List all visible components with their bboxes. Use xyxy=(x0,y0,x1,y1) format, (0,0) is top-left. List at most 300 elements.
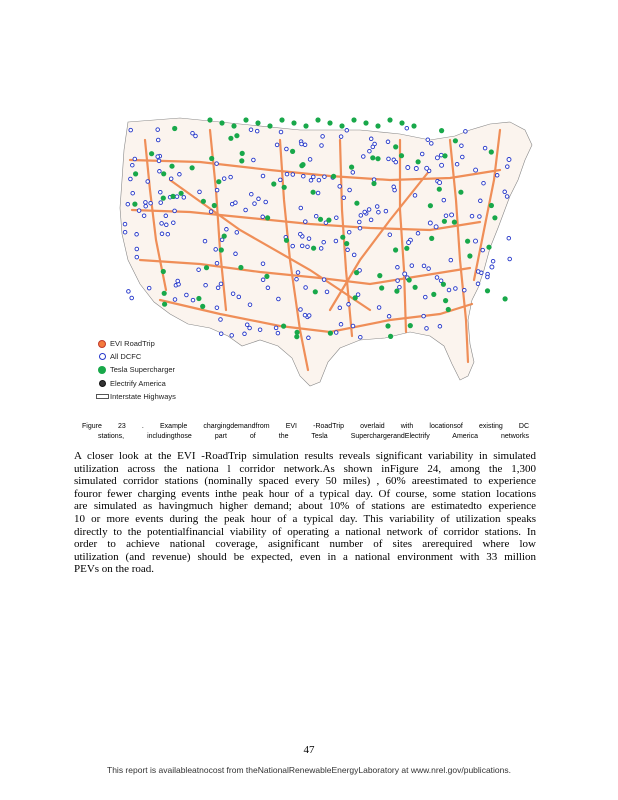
tesla-supercharger-marker xyxy=(492,215,497,220)
dcfc-station-marker xyxy=(258,328,262,332)
tesla-supercharger-marker xyxy=(387,117,392,122)
dcfc-station-marker xyxy=(346,248,350,252)
tesla-supercharger-marker xyxy=(371,181,376,186)
dcfc-station-marker xyxy=(486,275,490,279)
dcfc-station-marker xyxy=(435,276,439,280)
tesla-supercharger-marker xyxy=(234,133,239,138)
tesla-supercharger-marker xyxy=(291,120,296,125)
dcfc-station-marker xyxy=(505,195,509,199)
electrify-america-swatch xyxy=(99,380,106,387)
dcfc-station-marker xyxy=(478,215,482,219)
dcfc-station-marker xyxy=(253,202,257,206)
dcfc-station-marker xyxy=(248,326,252,330)
tesla-supercharger-marker xyxy=(161,171,166,176)
map-legend xyxy=(94,337,176,403)
tesla-supercharger-marker xyxy=(340,235,345,240)
dcfc-station-marker xyxy=(266,286,270,290)
dcfc-station-marker xyxy=(416,232,420,236)
dcfc-station-marker xyxy=(309,179,313,183)
dcfc-station-marker xyxy=(160,222,164,226)
dcfc-station-marker xyxy=(495,174,499,178)
dcfc-station-marker xyxy=(137,209,141,213)
tesla-supercharger-marker xyxy=(413,285,418,290)
dcfc-station-marker xyxy=(255,129,259,133)
tesla-supercharger-marker xyxy=(453,138,458,143)
dcfc-station-marker xyxy=(194,134,198,138)
dcfc-station-marker xyxy=(130,296,134,300)
body-line: A closer look at the EVI -RoadTrip simulation results reveals significant variability in simulated xyxy=(74,450,536,462)
dcfc-station-marker xyxy=(169,177,173,181)
dcfc-station-marker xyxy=(507,158,511,162)
dcfc-station-marker xyxy=(135,255,139,259)
dcfc-station-marker xyxy=(490,265,494,269)
dcfc-station-marker xyxy=(316,191,320,195)
dcfc-station-marker xyxy=(424,295,428,299)
body-line: are simulated as havingmuch higher demand; about 10% of stations are estimatedto experience xyxy=(74,500,536,513)
tesla-supercharger-marker xyxy=(162,291,167,296)
dcfc-station-marker xyxy=(368,149,372,153)
tesla-supercharger-marker xyxy=(201,199,206,204)
dcfc-station-marker xyxy=(303,143,307,147)
tesla-supercharger-marker xyxy=(370,155,375,160)
tesla-supercharger-marker xyxy=(219,247,224,252)
legend-item xyxy=(94,363,176,376)
tesla-supercharger-marker xyxy=(411,123,416,128)
dcfc-station-marker xyxy=(358,226,362,230)
dcfc-station-marker xyxy=(356,293,360,297)
tesla-supercharger-marker xyxy=(439,128,444,133)
dcfc-station-marker xyxy=(474,239,478,243)
dcfc-station-marker xyxy=(307,336,311,340)
dcfc-station-marker xyxy=(299,232,303,236)
tesla-supercharger-marker xyxy=(379,285,384,290)
dcfc-station-marker xyxy=(215,188,219,192)
dcfc-station-marker xyxy=(219,332,223,336)
tesla-supercharger-marker xyxy=(216,179,221,184)
dcfc-station-marker xyxy=(348,188,352,192)
dcfc-station-marker xyxy=(300,142,304,146)
dcfc-station-marker xyxy=(173,298,177,302)
tesla-supercharger-marker xyxy=(344,241,349,246)
dcfc-station-marker xyxy=(237,295,241,299)
dcfc-station-marker xyxy=(307,237,311,241)
caption-line: Figure 23 . Example chargingdemandfrom EVI -RoadTrip overlaid with locationsof existing DC xyxy=(82,423,529,430)
tesla-supercharger-marker xyxy=(267,123,272,128)
tesla-supercharger-marker xyxy=(408,323,413,328)
body-line: utilization (and revenue) should be expected, even in a national environment with 33 million xyxy=(74,550,536,563)
tesla-supercharger-marker xyxy=(204,265,209,270)
dcfc-station-marker xyxy=(384,209,388,213)
dcfc-station-marker xyxy=(506,165,510,169)
dcfc-station-marker xyxy=(229,175,233,179)
tesla-supercharger-marker xyxy=(299,163,304,168)
dcfc-station-marker xyxy=(216,286,220,290)
dcfc-station-marker xyxy=(430,142,434,146)
dcfc-station-marker xyxy=(158,170,162,174)
dcfc-station-marker xyxy=(317,178,321,182)
dcfc-station-marker xyxy=(146,180,150,184)
dcfc-station-marker xyxy=(375,205,379,209)
dcfc-station-marker xyxy=(133,157,137,161)
dcfc-station-marker xyxy=(387,315,391,319)
dcfc-station-marker xyxy=(204,283,208,287)
tesla-supercharger-marker xyxy=(212,203,217,208)
dcfc-station-marker xyxy=(261,262,265,266)
tesla-supercharger-marker xyxy=(219,120,224,125)
dcfc-station-marker xyxy=(165,223,169,227)
dcfc-station-marker xyxy=(306,245,310,249)
dcfc-station-marker xyxy=(198,190,202,194)
dcfc-station-marker xyxy=(144,204,148,208)
dcfc-station-marker xyxy=(235,231,239,235)
tesla-supercharger-marker xyxy=(489,203,494,208)
dcfc-station-marker xyxy=(422,264,426,268)
dcfc-station-marker xyxy=(142,214,146,218)
dcfc-station-marker xyxy=(372,178,376,182)
dcfc-station-marker xyxy=(422,314,426,318)
tesla-supercharger-marker xyxy=(228,136,233,141)
dcfc-station-marker xyxy=(129,177,133,181)
dcfc-station-marker xyxy=(160,232,164,236)
tesla-supercharger-marker xyxy=(452,220,457,225)
body-line: order to achieve national coverage, asignificant number of sites arerequired where low xyxy=(74,538,536,551)
dcfc-station-marker xyxy=(406,166,410,170)
tesla-supercharger-marker xyxy=(446,307,451,312)
dcfc-station-marker xyxy=(442,198,446,202)
dcfc-station-marker xyxy=(222,177,226,181)
dcfc-station-marker xyxy=(363,210,367,214)
dcfc-station-marker xyxy=(172,221,176,225)
dcfc-station-marker xyxy=(215,306,219,310)
tesla-supercharger-marker xyxy=(294,334,299,339)
tesla-supercharger-marker xyxy=(416,159,421,164)
tesla-supercharger-marker xyxy=(190,165,195,170)
dcfc-station-marker xyxy=(405,126,409,130)
tesla-supercharger-marker xyxy=(388,334,393,339)
page-footer: This report is availableatnocost from theNationalRenewableEnergyLaboratory at www.nrel.gov/publications. xyxy=(107,765,511,775)
tesla-supercharger-marker xyxy=(431,292,436,297)
dcfc-station-marker xyxy=(197,268,201,272)
dcfc-station-marker xyxy=(503,190,507,194)
tesla-supercharger-marker xyxy=(442,153,447,158)
dcfc-station-marker xyxy=(319,247,323,251)
dcfc-station-marker xyxy=(135,247,139,251)
dcfc-station-marker xyxy=(482,181,486,185)
tesla-supercharger-marker xyxy=(394,289,399,294)
dcfc-station-marker xyxy=(291,244,295,248)
dcfc-station-marker xyxy=(127,290,131,294)
dcfc-station-marker xyxy=(342,196,346,200)
dcfc-station-marker xyxy=(312,175,316,179)
dcfc-station-marker xyxy=(369,137,373,141)
dcfc-station-marker xyxy=(277,297,281,301)
tesla-supercharger-marker xyxy=(170,194,175,199)
dcfc-station-marker xyxy=(407,241,411,245)
dcfc-station-marker xyxy=(322,278,326,282)
dcfc-station-marker xyxy=(261,174,265,178)
dcfc-station-marker xyxy=(230,334,234,338)
dcfc-station-marker xyxy=(476,282,480,286)
tesla-supercharger-marker xyxy=(442,219,447,224)
dcfc-station-marker xyxy=(244,208,248,212)
tesla-supercharger-marker xyxy=(363,120,368,125)
body-line: simulated corridor stations (nominally spaced every 50 miles) , 60% areestimated to experience xyxy=(74,475,536,488)
tesla-supercharger-marker xyxy=(209,156,214,161)
tesla-supercharger-marker xyxy=(486,245,491,250)
tesla-supercharger-marker xyxy=(404,246,409,251)
dcfc-station-marker xyxy=(285,147,289,151)
dcfc-station-marker xyxy=(225,228,229,232)
tesla-supercharger-marker xyxy=(375,123,380,128)
dcfc-station-marker xyxy=(474,168,478,172)
dcfc-station-marker xyxy=(123,222,127,226)
dcfc-station-marker xyxy=(276,331,280,335)
tesla-supercharger-marker xyxy=(240,151,245,156)
dcfc-station-marker xyxy=(249,128,253,132)
roadtrip-swatch xyxy=(98,340,106,348)
us-outline xyxy=(120,118,532,386)
dcfc-station-marker xyxy=(159,190,163,194)
dcfc-station-marker xyxy=(444,214,448,218)
dcfc-station-marker xyxy=(507,236,511,240)
dcfc-station-marker xyxy=(231,292,235,296)
dcfc-station-marker xyxy=(159,201,163,205)
tesla-supercharger-marker xyxy=(313,289,318,294)
dcfc-station-marker xyxy=(476,270,480,274)
tesla-supercharger-marker xyxy=(279,117,284,122)
body-line: utilization across the nationa l corridor network.As shown inFigure 24, among the 1,300 xyxy=(74,462,536,475)
dcfc-station-marker xyxy=(131,191,135,195)
tesla-supercharger-marker xyxy=(393,247,398,252)
dcfc-station-marker xyxy=(299,206,303,210)
tesla-supercharger-marker xyxy=(264,274,269,279)
tesla-supercharger-marker xyxy=(200,304,205,309)
tesla-supercharger-marker xyxy=(239,158,244,163)
dcfc-station-marker xyxy=(438,325,442,329)
dcfc-station-marker xyxy=(129,128,133,132)
dcfc-station-marker xyxy=(338,185,342,189)
tesla-supercharger-marker xyxy=(265,215,270,220)
tesla-supercharger-marker xyxy=(290,149,295,154)
dcfc-station-marker xyxy=(234,201,238,205)
dcfc-station-marker xyxy=(371,145,375,149)
tesla-supercharger-marker xyxy=(331,174,336,179)
legend-item xyxy=(94,390,176,403)
dcfc-station-marker xyxy=(296,271,300,275)
dcfc-station-marker xyxy=(135,233,139,237)
dcfc-station-marker xyxy=(299,308,303,312)
dcfc-station-marker xyxy=(191,131,195,135)
body-line: fouror fewer charging events inthe peak hour of a typical day. Of course, some station locations xyxy=(74,487,536,500)
dcfc-station-marker xyxy=(291,173,295,177)
dcfc-station-marker xyxy=(388,233,392,237)
dcfc-station-marker xyxy=(369,218,373,222)
tesla-supercharger-marker xyxy=(255,120,260,125)
tesla-supercharger-marker xyxy=(327,120,332,125)
tesla-supercharger-marker xyxy=(489,149,494,154)
dcfc-station-marker xyxy=(347,230,351,234)
tesla-supercharger-marker xyxy=(339,123,344,128)
tesla-supercharger-marker xyxy=(303,123,308,128)
dcfc-station-marker xyxy=(156,155,160,159)
dcfc-station-marker xyxy=(304,286,308,290)
dcfc-station-marker xyxy=(274,326,278,330)
dcfc-station-marker xyxy=(427,267,431,271)
dcfc-station-marker xyxy=(386,140,390,144)
legend-label: Electrify America xyxy=(110,378,166,388)
dcfc-station-marker xyxy=(214,248,218,252)
tesla-supercharger-marker xyxy=(485,288,490,293)
dcfc-station-marker xyxy=(307,314,311,318)
legend-label: Interstate Highways xyxy=(110,391,176,401)
tesla-supercharger-marker xyxy=(207,117,212,122)
dcfc-station-marker xyxy=(481,248,485,252)
dcfc-station-marker xyxy=(185,293,189,297)
legend-label: Tesla Supercharger xyxy=(110,365,176,375)
dcfc-station-marker xyxy=(362,155,366,159)
dcfc-station-marker xyxy=(250,192,254,196)
caption-line: stations, includingthose part of the Tesla SuperchargerandElectrify America networks xyxy=(98,433,529,440)
tesla-supercharger-marker xyxy=(349,165,354,170)
dcfc-station-marker xyxy=(479,199,483,203)
tesla-supercharger-marker xyxy=(429,236,434,241)
dcfc-station-marker xyxy=(166,232,170,236)
dcfc-station-marker xyxy=(449,258,453,262)
dcfc-station-marker xyxy=(447,288,451,292)
tesla-supercharger-marker xyxy=(169,164,174,169)
tesla-supercharger-marker xyxy=(428,203,433,208)
dcfc-station-marker xyxy=(320,144,324,148)
dcfc-station-marker xyxy=(359,335,363,339)
dcfc-station-marker xyxy=(339,135,343,139)
dcfc-station-marker xyxy=(434,225,438,229)
dcfc-station-marker xyxy=(396,266,400,270)
tesla-supercharger-marker xyxy=(441,282,446,287)
dcfc-station-marker xyxy=(261,278,265,282)
dcfc-station-marker xyxy=(352,253,356,257)
dcfc-station-marker xyxy=(156,128,160,132)
dcfc-station-marker xyxy=(425,166,429,170)
dcfc-station-marker xyxy=(393,188,397,192)
dcfc-station-marker xyxy=(243,332,247,336)
dcfc-station-marker xyxy=(426,138,430,142)
dcfc-station-marker xyxy=(234,252,238,256)
dcfc-station-marker xyxy=(450,213,454,217)
dcfc-station-marker xyxy=(275,143,279,147)
dcfc-station-marker xyxy=(123,230,127,234)
tesla-supercharger-marker xyxy=(311,190,316,195)
dcfc-station-marker xyxy=(358,220,362,224)
dcfc-station-marker xyxy=(470,214,474,218)
dcfc-station-marker xyxy=(285,172,289,176)
dcfc-station-marker xyxy=(351,324,355,328)
tesla-supercharger-marker xyxy=(458,190,463,195)
dcfc-station-marker xyxy=(367,208,371,212)
dcfc-station-marker xyxy=(323,175,327,179)
tesla-supercharger-marker xyxy=(149,151,154,156)
dcfc-station-marker xyxy=(410,264,414,268)
dcfc-station-marker xyxy=(156,138,160,142)
dcfc-station-marker xyxy=(175,195,179,199)
body-line: PEVs on the road. xyxy=(74,563,155,576)
tesla-supercharger-marker xyxy=(399,120,404,125)
body-line: directly to the potentialfinancial viability of operating a national network of corridor stations. In xyxy=(74,525,536,538)
dcfc-station-marker xyxy=(295,277,299,281)
dcfc-station-marker xyxy=(264,200,268,204)
dcfc-station-marker xyxy=(463,288,467,292)
dcfc-station-marker xyxy=(173,209,177,213)
dcfc-station-marker xyxy=(414,167,418,171)
dcfc-station-marker xyxy=(164,214,168,218)
tesla-supercharger-marker xyxy=(326,218,331,223)
dcfc-station-marker xyxy=(461,155,465,159)
dcfc-swatch xyxy=(99,353,106,360)
tesla-supercharger-marker xyxy=(271,181,276,186)
dcfc-station-marker xyxy=(304,220,308,224)
dcfc-station-marker xyxy=(191,298,195,302)
dcfc-station-marker xyxy=(215,162,219,166)
dcfc-station-marker xyxy=(219,318,223,322)
dcfc-station-marker xyxy=(126,202,130,206)
tesla-supercharger-marker xyxy=(437,187,442,192)
dcfc-station-marker xyxy=(454,287,458,291)
dcfc-station-marker xyxy=(435,156,439,160)
legend-label: EVI RoadTrip xyxy=(110,339,155,349)
tesla-supercharger-marker xyxy=(315,117,320,122)
tesla-supercharger-marker xyxy=(385,323,390,328)
tesla-supercharger-marker xyxy=(375,156,380,161)
dcfc-station-marker xyxy=(420,152,424,156)
tesla-supercharger-marker xyxy=(161,269,166,274)
tesla-supercharger-marker xyxy=(407,277,412,282)
dcfc-station-marker xyxy=(279,130,283,134)
tesla-supercharger-marker xyxy=(353,295,358,300)
dcfc-station-marker xyxy=(377,210,381,214)
page-number: 47 xyxy=(303,744,315,756)
dcfc-station-marker xyxy=(322,240,326,244)
tesla-supercharger-marker xyxy=(465,239,470,244)
dcfc-station-marker xyxy=(377,306,381,310)
dcfc-station-marker xyxy=(334,239,338,243)
legend-label: All DCFC xyxy=(110,352,142,362)
dcfc-station-marker xyxy=(425,327,429,331)
dcfc-station-marker xyxy=(176,279,180,283)
dcfc-station-marker xyxy=(245,323,249,327)
dcfc-station-marker xyxy=(387,157,391,161)
legend-item xyxy=(94,350,176,363)
dcfc-station-marker xyxy=(300,244,304,248)
dcfc-station-marker xyxy=(428,221,432,225)
dcfc-station-marker xyxy=(144,201,148,205)
tesla-supercharger-marker xyxy=(328,331,333,336)
tesla-supercharger-marker xyxy=(231,123,236,128)
tesla-supercharger-marker xyxy=(399,153,404,158)
dcfc-station-marker xyxy=(403,272,407,276)
dcfc-station-marker xyxy=(219,282,223,286)
dcfc-station-marker xyxy=(483,146,487,150)
tesla-supercharger-marker xyxy=(282,185,287,190)
dcfc-station-marker xyxy=(345,129,349,133)
dcfc-station-marker xyxy=(460,144,464,148)
body-paragraph xyxy=(74,450,536,576)
dcfc-station-marker xyxy=(302,174,306,178)
tesla-supercharger-marker xyxy=(132,202,137,207)
dcfc-station-marker xyxy=(157,159,161,163)
legend-item xyxy=(94,337,176,350)
tesla-supercharger-marker xyxy=(467,253,472,258)
dcfc-station-marker xyxy=(440,163,444,167)
dcfc-station-marker xyxy=(438,181,442,185)
